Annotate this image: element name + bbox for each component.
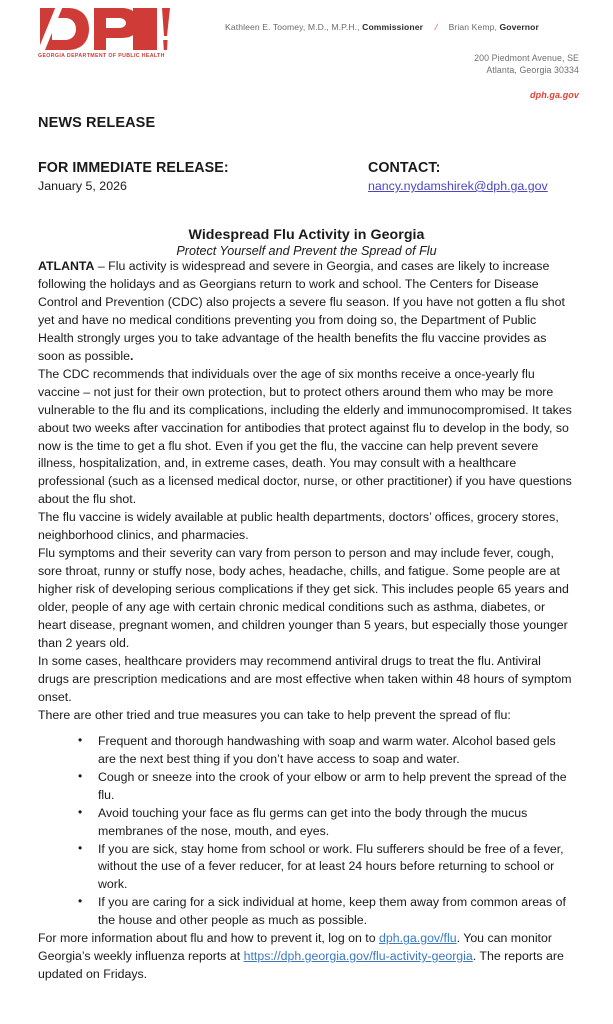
flu-activity-georgia-link[interactable]: https://dph.georgia.gov/flu-activity-georgia [243,949,473,964]
dph-logo-icon [38,6,170,52]
paragraph-5: In some cases, healthcare providers may recommend antiviral drugs to treat the flu. Antiviral drugs are prescription medications and are most effective when taken within 48 hours of symptom onset. [38,653,572,704]
paragraph-1-text: – Flu activity is widespread and severe in Georgia, and cases are likely to increase following the holidays and as Georgians return to work and school. The Centers for Disease Control and Prevention (CDC) also projects a severe flu season. If you have not gotten a flu shot yet and have no medical conditions preventing you from doing so, the Department of Public Health strongly urges you to take advantage of the health benefits the flu vaccine provides as soon as possible [38,259,565,363]
paragraph-1 [38,258,575,366]
list-item: • Avoid touching your face as flu germs can get into the body through the mucus membranes of the nose, mouth, and eyes. [78,805,575,841]
paragraph-3: The flu vaccine is widely available at public health departments, doctors’ offices, grocery stores, neighborhood clinics, and pharmacies. [38,510,559,543]
website-url[interactable]: dph.ga.gov [530,90,579,100]
footer-text-before: For more information about flu and how to prevent it, log on to [38,931,380,946]
document-body [0,115,613,984]
paragraph-1-tail: . [129,348,134,363]
headline-block [38,227,575,258]
release-date-column [38,160,368,195]
paragraph-6: There are other tried and true measures you can take to help prevent the spread of flu: [38,707,511,722]
dateline: ATLANTA [38,259,95,273]
dph-flu-link[interactable]: dph.ga.gov/flu [379,931,457,946]
dph-logo [38,6,173,59]
page-subtitle: Protect Yourself and Prevent the Spread of Flu [176,244,437,258]
immediate-release-label: FOR IMMEDIATE RELEASE: [38,160,229,176]
footer-text-between: . You can monitor Georgia’s weekly influenza reports at [38,931,552,964]
address-block [474,52,579,76]
news-release-label: NEWS RELEASE [38,115,156,131]
logo-tagline: GEORGIA DEPARTMENT OF PUBLIC HEALTH [38,53,165,59]
address-line-2: Atlanta, Georgia 30334 [486,65,579,76]
officials-line [225,22,539,32]
release-info-row [38,160,575,195]
list-item: • If you are sick, stay home from school or work. Flu sufferers should be free of a fever, without the use of a fever reducer, for at least 24 hours before returning to school or work. [78,841,575,895]
release-date: January 5, 2026 [38,179,127,193]
governor-title: Governor [499,22,539,32]
contact-column [368,160,575,195]
list-item: • Frequent and thorough handwashing with soap and warm water. Alcohol based gels are the next best thing if you don’t have access to soap and water. [78,733,575,769]
paragraph-4: Flu symptoms and their severity can vary from person to person and may include fever, cough, sore throat, runny or stuffy nose, body aches, headache, chills, and fatigue. Some people are at higher risk of developing serious complications if they get sick. This includes people 65 years and older, people of any age with certain chronic medical conditions such as asthma, diabetes, or heart disease, pregnant women, and children younger than 5 years, but especially those younger than 2 years old. [38,546,569,651]
governor-name: Brian Kemp, [448,22,497,32]
commissioner-name: Kathleen E. Toomey, M.D., M.P.H., [225,22,360,32]
contact-label: CONTACT: [368,160,441,176]
footer-paragraph [38,930,575,984]
address-line-1: 200 Piedmont Avenue, SE [474,53,579,63]
footer-text-after: . The reports are updated on Fridays. [38,949,564,982]
page-title: Widespread Flu Activity in Georgia [188,227,425,243]
officials-divider: / [433,22,439,32]
contact-email-link[interactable]: nancy.nydamshirek@dph.ga.gov [368,179,548,193]
prevention-measures-list [38,733,575,930]
commissioner-title: Commissioner [362,22,424,32]
list-item: • If you are caring for a sick individual at home, keep them away from common areas of the house and other people as much as possible. [78,894,575,930]
paragraph-2: The CDC recommends that individuals over the age of six months receive a once-yearly flu vaccine – not just for their own protection, but to protect others around them who may be more vulnerable to the flu and its complications, including the elderly and immunocompromised. It takes about two weeks after vaccination for antibodies that protect against flu to develop in the body, so now is the time to get a flu shot. Even if you get the flu, the vaccine can help prevent severe illness, hospitalization, and, in extreme cases, death. You may consult with a healthcare professional (such as a licensed medical doctor, nurse, or other practitioner) if you have questions about the flu shot. [38,366,572,507]
list-item: • Cough or sneeze into the crook of your elbow or arm to help prevent the spread of the flu. [78,769,575,805]
letterhead [0,0,613,110]
